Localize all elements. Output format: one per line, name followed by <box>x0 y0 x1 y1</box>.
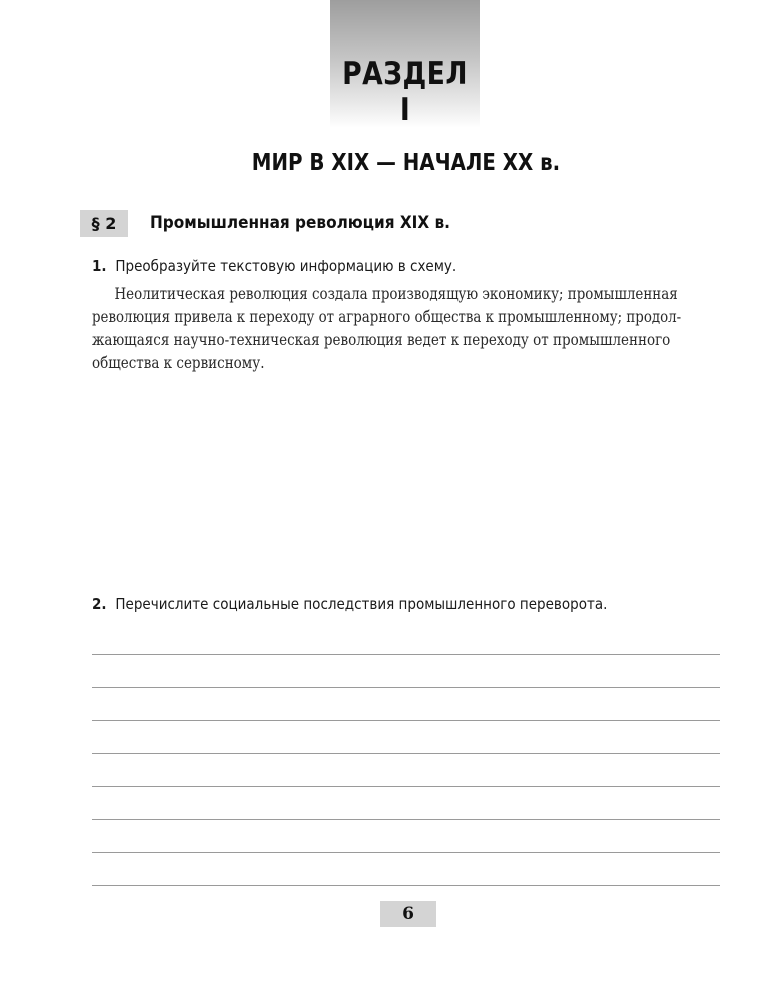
paragraph-title: Промышленная революция XIX в. <box>150 213 450 233</box>
source-text-line: общества к сервисному. <box>92 354 265 372</box>
task-2-number: 2. <box>92 595 107 613</box>
paragraph-number-badge: § 2 <box>80 210 128 237</box>
answer-line[interactable] <box>92 786 720 818</box>
answer-line[interactable] <box>92 654 720 686</box>
source-text-line: революция привела к переходу от аграрного общества к промышленному; продол- <box>92 308 682 326</box>
task-1-source-text <box>92 283 720 375</box>
task-1-instruction: Преобразуйте текстовую информацию в схему. <box>115 257 457 275</box>
task-2-instruction: Перечислите социальные последствия промышленного переворота. <box>115 595 608 613</box>
task-1-number: 1. <box>92 257 107 275</box>
task-1 <box>92 257 456 275</box>
answer-line[interactable] <box>92 852 720 884</box>
source-text-line: жающаяся научно-техническая революция ведет к переходу от промышленного <box>92 331 671 349</box>
answer-line[interactable] <box>92 687 720 719</box>
task-2 <box>92 595 607 613</box>
section-title: РАЗДЕЛ I <box>342 56 468 128</box>
answer-line[interactable] <box>92 753 720 785</box>
chapter-title: МИР В XIX — НАЧАЛЕ XX в. <box>251 150 561 176</box>
source-text-line: Неолитическая революция создала производящую экономику; промышленная <box>114 285 678 303</box>
page-number: 6 <box>380 901 436 927</box>
answer-lines <box>92 654 720 917</box>
answer-line[interactable] <box>92 720 720 752</box>
answer-line[interactable] <box>92 819 720 851</box>
